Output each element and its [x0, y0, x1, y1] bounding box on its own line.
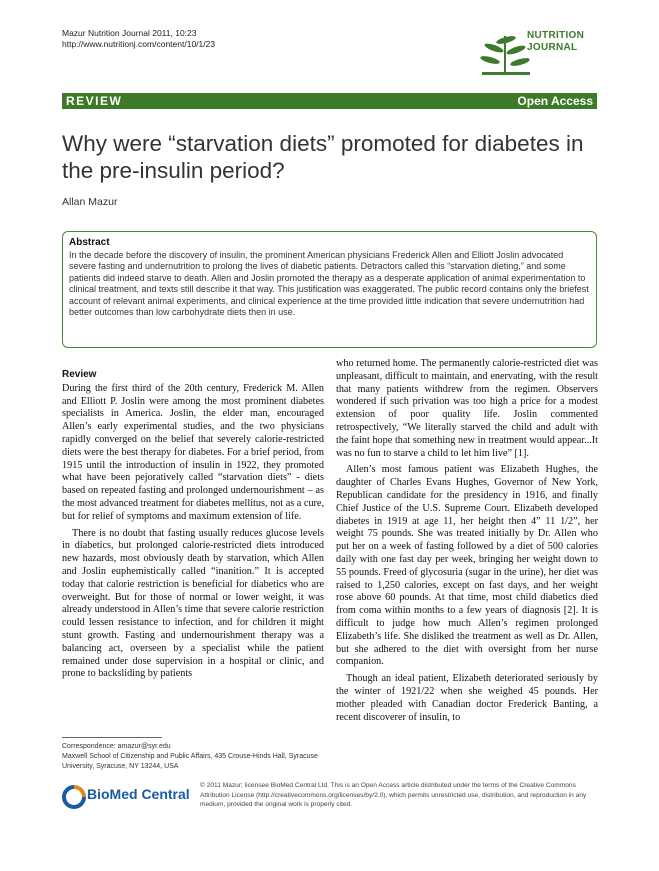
article-url[interactable]: http://www.nutritionj.com/content/10/1/23	[62, 39, 216, 49]
footnote-divider	[62, 737, 162, 738]
open-access-label: Open Access	[517, 94, 593, 108]
paragraph-1: During the first third of the 20th century, Frederick M. Allen and Elliott P. Joslin were among the most prominent diabetes specialists in America. Joslin, the elder man, encouraged Allen’s early experimental studies, and the two physicians rapidly converged on the belief that severely calorie-restricted diets were the best therapy for diabetes. For a brief period, from 1915 until the introduction of insulin in 1922, they promoted what have been pejoratively called “starvation diets” - diets based on repeated fasting and prolonged undernourishment – as the most advanced treatment for diabetes mellitus, not as a cure, but for relief of symptoms and maximum extension of life.	[62, 382, 324, 522]
body-column-left	[62, 369, 324, 681]
paragraph-2: There is no doubt that fasting usually reduces glucose levels in diabetics, but prolonged calorie-restricted diets introduced new hazards, most obviously death by starvation, which Allen and Joslin euphemistically called “inanition.” It is accepted today that calorie restriction is beneficial for diabetics who are overweight. But for those of normal or lower weight, it was already understood in Allen’s time that severe calorie restriction could lessen resistance to infection, and for children it might stunt growth. Fasting and undernourishment therapy was a balancing act, overseen by a specialist while the patient remained under dose supervision in a hospital or clinic, and prone to backsliding by patients	[62, 527, 324, 680]
publisher-name: BioMed Central	[87, 786, 190, 802]
abstract-text: In the decade before the discovery of insulin, the prominent American physicians Frederick Allen and Elliott Joslin advocated severe fasting and undernutrition to prolong the lives of diabetic patients. Detractors called this “starvation dieting,” and some patients did indeed starve to death. Allen and Joslin promoted the therapy as a desperate application of animal experimentation to clinical treatment, and texts still describe it that way. This justification was exaggerated. The public record contains only the briefest account of relevant animal experiments, and clinical experience at the time provided little indication that severe undernutrition had better outcomes than low carbohydrate diets then in use.	[69, 250, 589, 318]
journal-logo-text	[527, 30, 584, 54]
abstract-heading: Abstract	[69, 237, 110, 248]
article-type-bar	[62, 93, 597, 109]
affiliation: Maxwell School of Citizenship and Public Affairs, 435 Crouse-Hinds Hall, Syracuse University, Syracuse, NY 13244, USA	[62, 753, 318, 770]
footnote	[62, 742, 324, 772]
paragraph-3: who returned home. The permanently calorie-restricted diet was unpleasant, difficult to maintain, and enervating, with the result that many patients withdrew from the regimen. Observers wondered if such privation was too high a price for a modest extension of poor quality life. Joslin commented retrospectively, “We literally starved the child and adult with the faint hope that something new in treatment would appear...It was no fun to starve a child to let him live” [1].	[336, 358, 598, 459]
logo-line-1: NUTRITION	[527, 30, 585, 41]
paragraph-5: Though an ideal patient, Elizabeth deteriorated seriously by the winter of 1921/22 when she weighed 45 pounds. Her mother pleaded with Canadian doctor Frederick Banting, a recent discoverer of insulin, to	[336, 673, 598, 723]
body-column-right	[336, 358, 598, 724]
journal-citation	[62, 28, 215, 50]
author-name: Allan Mazur	[62, 196, 118, 208]
journal-line: Mazur Nutrition Journal 2011, 10:23	[62, 28, 197, 38]
abstract-box	[62, 231, 597, 348]
correspondence[interactable]: Correspondence: amazur@syr.edu	[62, 743, 171, 750]
paragraph-4: Allen’s most famous patient was Elizabeth Hughes, the daughter of Charles Evans Hughes, Governor of New York, Republican candidate for the presidency in 1916, and finally Chief Justice of the U.S. Supreme Court. Elizabeth developed diabetes in 1919 at age 11, her height then 4” 11 1/2”, her weight 75 pounds. She was treated initially by Dr. Allen who put her on a week of fasting followed by a diet of 500 calories daily with one fast day per week, bringing her weight down to 55 pounds. Freed of glycosuria (sugar in the urine), her diet was raised to 1,250 calories, except on fast days, and her weight rose above 60 pounds. At that time, most child diabetics died from coma within months to a few years of diagnosis [2]. It is difficult to judge how much Allen’s regimen prolonged Elizabeth’s life. She disliked the treatment as well as Dr. Allen, but she adhered to the diet with oversight from her nurse companion.	[336, 464, 598, 668]
copyright-notice: © 2011 Mazur; licensee BioMed Central Ltd. This is an Open Access article distributed under the terms of the Creative Commons Attribution License (http://creativecommons.org/licenses/by/2.0), which permits unrestricted use, distribution, and reproduction in any medium, provided the original work is properly cited.	[200, 782, 587, 808]
article-type-label: REVIEW	[66, 94, 123, 108]
article-title: Why were “starvation diets” promoted for diabetes in the pre-insulin period?	[62, 131, 584, 183]
logo-line-2: JOURNAL	[527, 42, 578, 53]
section-heading: Review	[62, 369, 97, 380]
